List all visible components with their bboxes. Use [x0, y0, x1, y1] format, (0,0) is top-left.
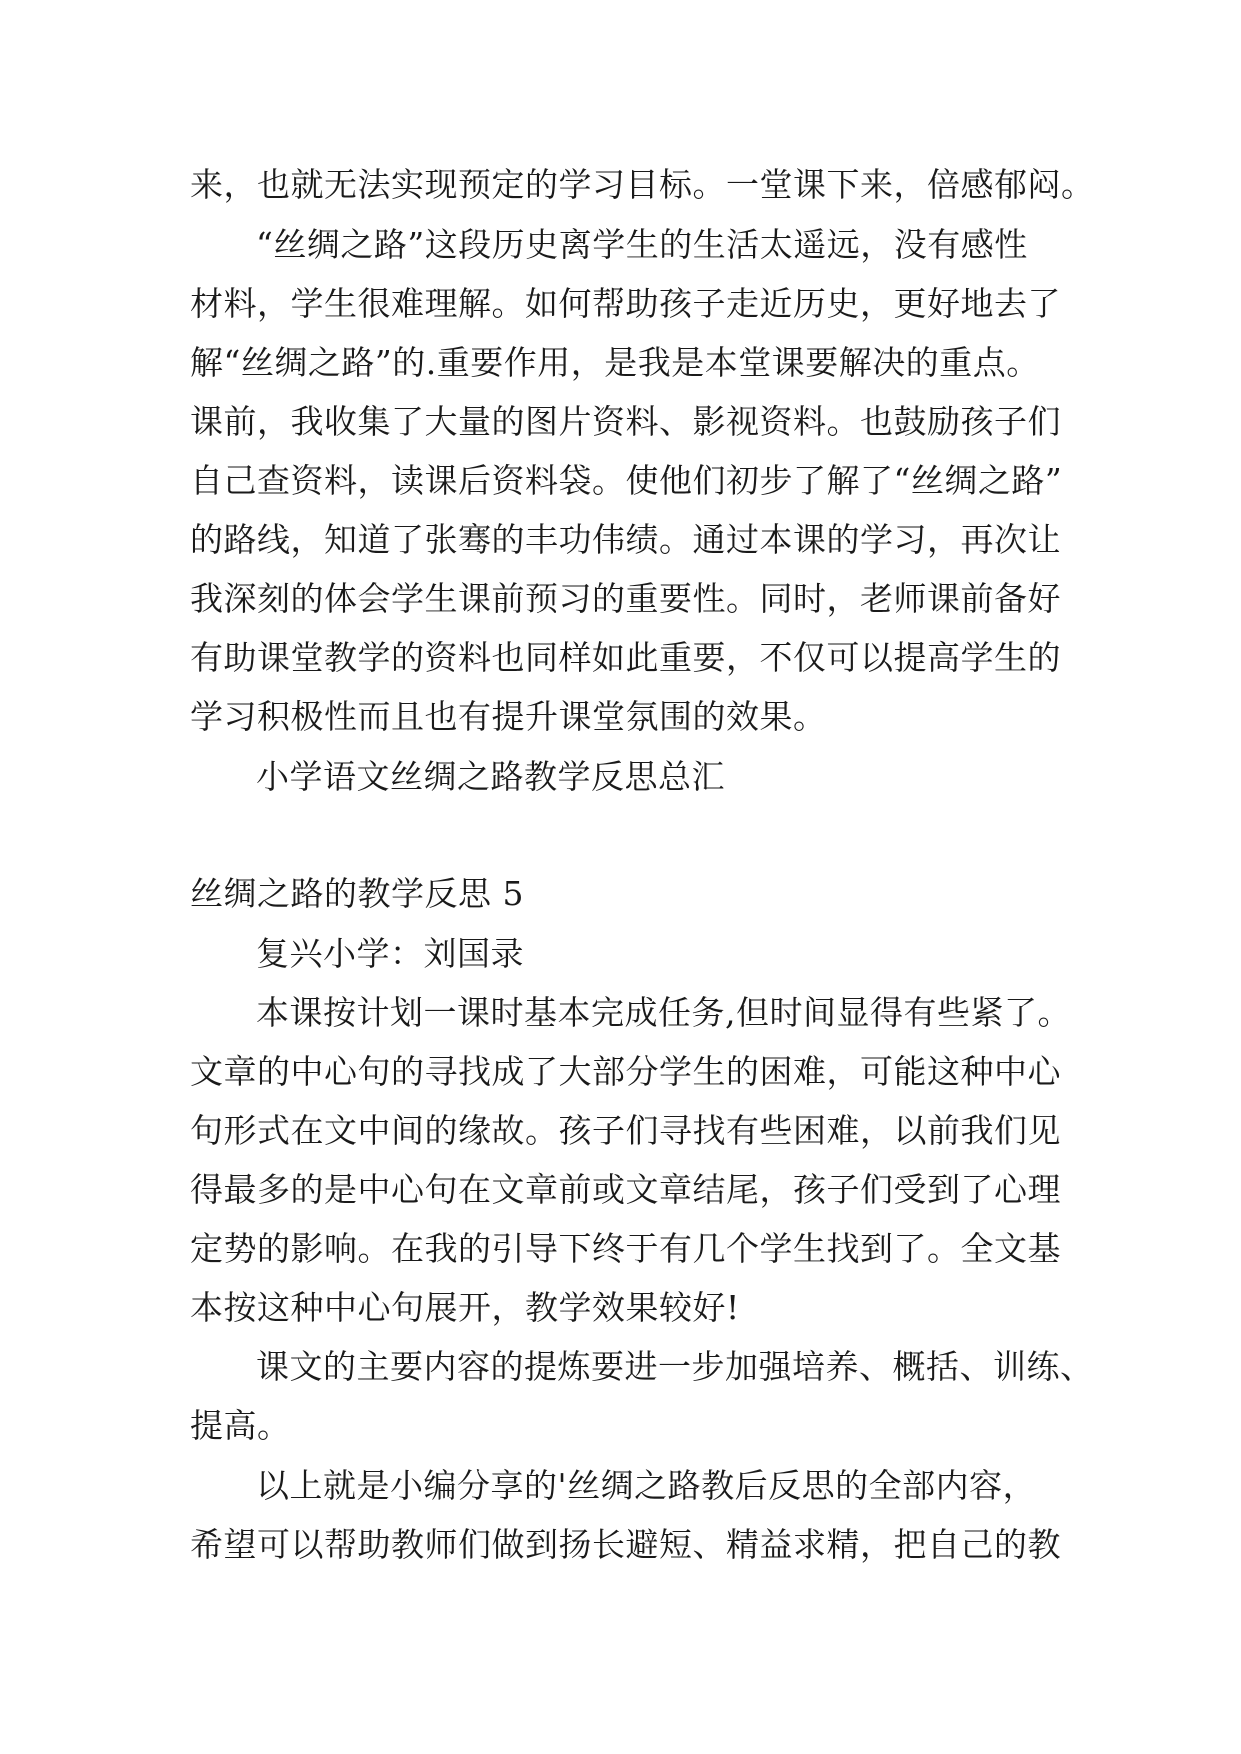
- paragraph-line: 自己查资料，读课后资料袋。使他们初步了解了“丝绸之路”: [190, 461, 1063, 500]
- section-caption: 小学语文丝绸之路教学反思总汇: [256, 757, 725, 796]
- paragraph-line: 本按这种中心句展开，教学效果较好!: [190, 1288, 740, 1327]
- section-heading: 丝绸之路的教学反思 5: [190, 874, 524, 913]
- paragraph-line: 得最多的是中心句在文章前或文章结尾，孩子们受到了心理: [190, 1170, 1061, 1209]
- paragraph-line: 解“丝绸之路”的.重要作用，是我是本堂课要解决的重点。: [190, 343, 1040, 382]
- paragraph-line: 我深刻的体会学生课前预习的重要性。同时，老师课前备好: [190, 579, 1061, 618]
- paragraph-line: 来，也就无法实现预定的学习目标。一堂课下来，倍感郁闷。: [190, 165, 1095, 204]
- paragraph-line: 以上就是小编分享的'丝绸之路教后反思的全部内容，: [256, 1466, 1037, 1505]
- paragraph-line: 学习积极性而且也有提升课堂氛围的效果。: [190, 697, 827, 736]
- paragraph-line: 有助课堂教学的资料也同样如此重要，不仅可以提高学生的: [190, 638, 1061, 677]
- author-line: 复兴小学：刘国录: [256, 934, 524, 973]
- paragraph-line: 的路线，知道了张骞的丰功伟绩。通过本课的学习，再次让: [190, 520, 1061, 559]
- paragraph-line: 定势的影响。在我的引导下终于有几个学生找到了。全文基: [190, 1229, 1061, 1268]
- paragraph-line: 句形式在文中间的缘故。孩子们寻找有些困难，以前我们见: [190, 1111, 1061, 1150]
- paragraph-line: 文章的中心句的寻找成了大部分学生的困难，可能这种中心: [190, 1052, 1061, 1091]
- paragraph-line: 本课按计划一课时基本完成任务,但时间显得有些紧了。: [256, 993, 1071, 1032]
- paragraph-line: 材料，学生很难理解。如何帮助孩子走近历史，更好地去了: [190, 284, 1061, 323]
- paragraph-line: 提高。: [190, 1406, 291, 1445]
- paragraph-line: 课文的主要内容的提炼要进一步加强培养、概括、训练、: [256, 1347, 1094, 1386]
- paragraph-line: 希望可以帮助教师们做到扬长避短、精益求精，把自己的教: [190, 1525, 1061, 1564]
- paragraph-line: “丝绸之路”这段历史离学生的生活太遥远，没有感性: [256, 225, 1028, 264]
- paragraph-line: 课前，我收集了大量的图片资料、影视资料。也鼓励孩子们: [190, 402, 1061, 441]
